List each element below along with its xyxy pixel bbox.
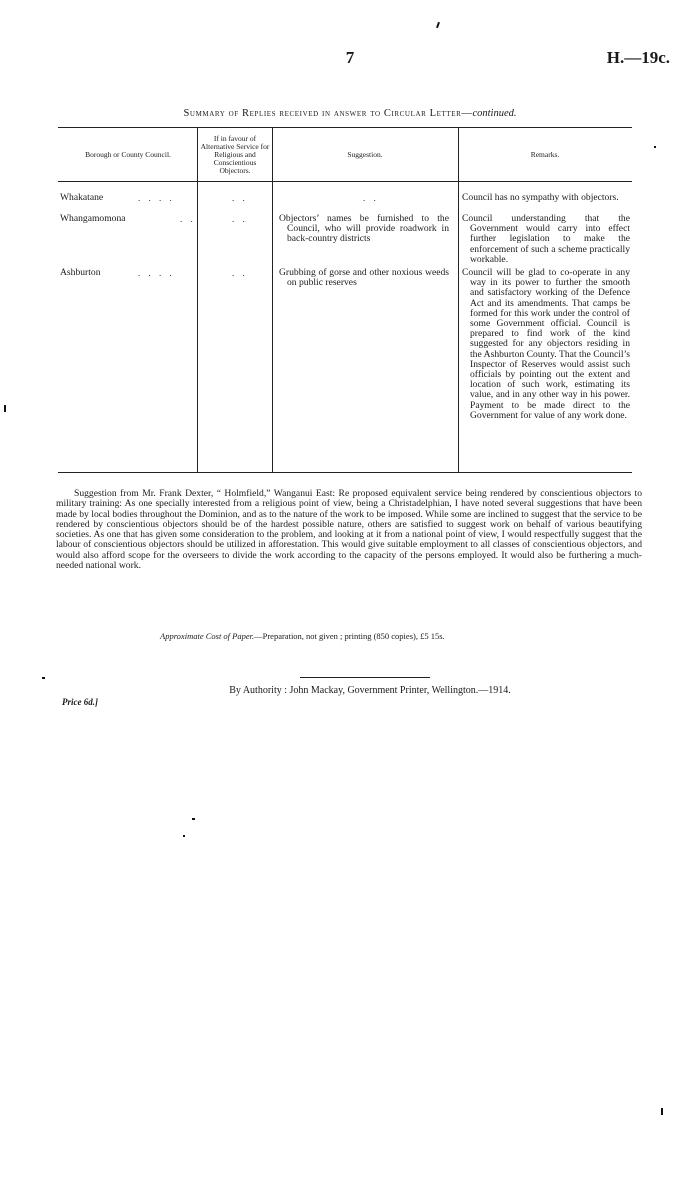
favour-dots: . .: [232, 268, 248, 278]
document-reference: H.—19c.: [606, 48, 670, 67]
remarks-text: Council will be glad to co-operate in any way in its power to further the smooth and satisfactory working of the Defence Act and its amendments. That camps be formed for this work under the control of some Government official. Council is prepared to find work of the kind suggested for any objectors residing in the Ashburton County. That the Council’s Inspector of Reserves would assist such officials by pointing out the extent and location of such work, estimating its value, and in any other way in his power. Payment to be made direct to the Government for value of any work done.: [462, 267, 630, 421]
council-name: Whakatane: [60, 192, 104, 203]
heading-main: Summary of Replies received in answer to Circular Letter—: [183, 108, 473, 119]
remarks-cell: [462, 214, 630, 265]
column-header-council: Borough or County Council.: [85, 150, 171, 159]
suggestion-paragraph: Suggestion from Mr. Frank Dexter, “ Holmfield,” Wanganui East: Re proposed equivalent service being rendered by conscientious objectors to military training: As one specially interested from a religious point of view, being a Christadelphian, I have noted several suggestions that have been made by local bodies throughout the Dominion, and as to the nature of the work to be imposed. While some are inclined to suggest that the service to be rendered by conscientious objectors should be of the hardest possible nature, others are satisfied to suggest work on behalf of various beautifying societies. As one that has given some consideration to the problem, and looking at it from a national point of view, I would respectfully suggest that the labour of conscientious objectors should be utilized in afforestation. This would give suitable employment to all classes of conscientious objectors, and would also afford scope for the overseers to divide the work according to the capacity of the persons employed. It would also be furthering a much-needed national work.: [56, 488, 642, 572]
table-bottom-rule: [58, 472, 632, 473]
table-top-rule: [58, 127, 632, 128]
scan-mark: [436, 22, 440, 28]
leader-dots: . .: [180, 214, 196, 224]
suggestion-cell: [279, 214, 449, 245]
remarks-cell: [462, 193, 630, 203]
remarks-cell: [462, 268, 630, 421]
column-header-favour: If in favour of Alternative Service for Religious and Conscientious Objectors.: [200, 134, 270, 175]
council-name: Whangamomona: [60, 213, 126, 224]
council-name: Ashburton: [60, 267, 101, 278]
scan-mark: [42, 677, 45, 679]
column-header-suggestion: Suggestion.: [347, 150, 383, 159]
page-number: 7: [345, 48, 355, 67]
table-row-whangamomona: [60, 214, 632, 266]
scan-mark: [661, 1108, 663, 1115]
table-heading: [60, 108, 640, 119]
scan-mark: [654, 146, 656, 148]
remarks-text: Council understanding that the Government would carry into effect further legislation to make the enforcement of such a scheme practically workable.: [462, 213, 630, 265]
suggestion-text: Objectors’ names be furnished to the Council, who will provide roadwork in back-country districts: [279, 213, 449, 245]
authority-line: By Authority : John Mackay, Government Printer, Wellington.—1914.: [229, 685, 511, 696]
leader-dots: . . . .: [138, 268, 175, 278]
scan-mark: [4, 405, 6, 412]
cost-label: Approximate Cost of Paper.: [160, 631, 255, 641]
remarks-text: Council has no sympathy with objectors.: [462, 192, 619, 203]
authority-rule: [300, 677, 430, 678]
scan-mark: [183, 835, 185, 837]
leader-dots: . . . .: [138, 193, 175, 203]
column-header-remarks: Remarks.: [530, 150, 560, 159]
price-label: Price 6d.]: [62, 697, 98, 707]
suggestion-text: Grubbing of gorse and other noxious weeds on public reserves: [279, 267, 449, 289]
table-row-ashburton: [60, 268, 632, 468]
table-header-rule: [58, 181, 632, 182]
cost-line: [160, 631, 580, 641]
scan-mark: [192, 818, 195, 820]
suggestion-dots: . .: [363, 193, 379, 203]
table-row-whakatane: [60, 193, 632, 213]
favour-dots: . .: [232, 193, 248, 203]
cost-text: —Preparation, not given ; printing (850 copies), £5 15s.: [254, 631, 445, 641]
suggestion-cell: [279, 268, 449, 288]
heading-continued: continued.: [472, 108, 517, 119]
favour-dots: . .: [232, 214, 248, 224]
